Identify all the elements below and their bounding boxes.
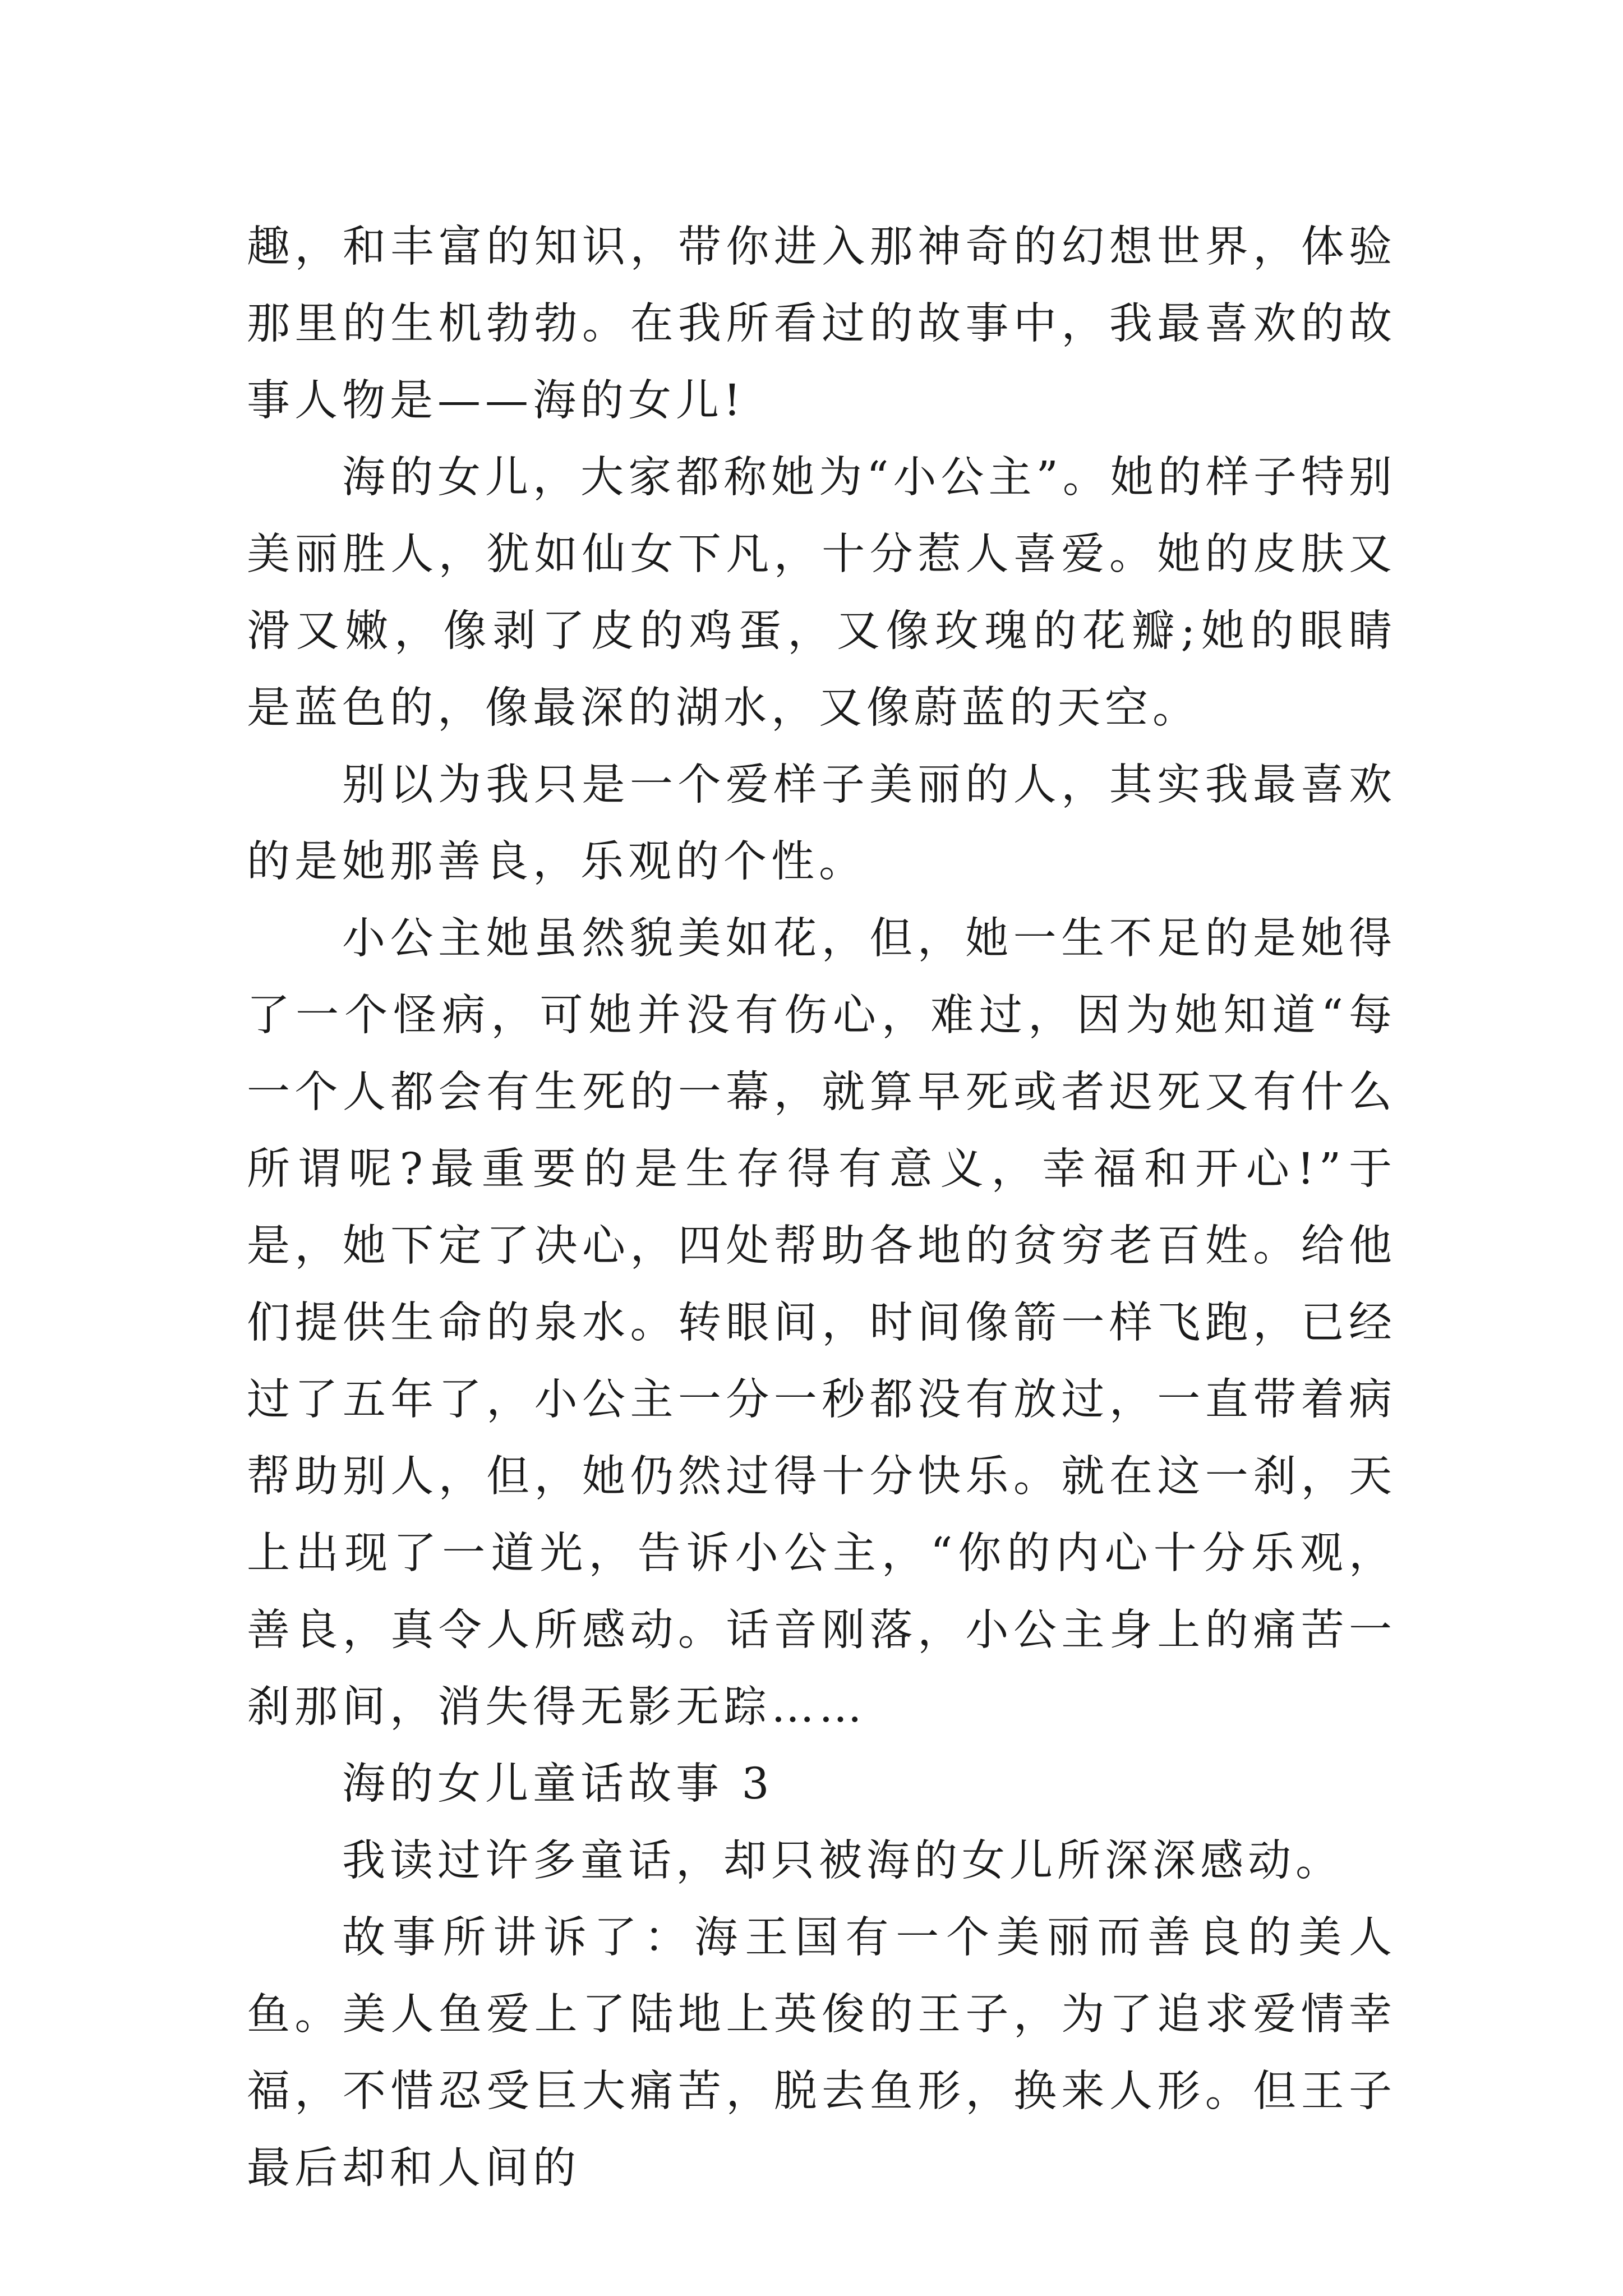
text-line: 故事所讲诉了：海王国有一个美丽而善良的美人鱼。美 <box>247 1913 1396 2040</box>
text-line: 内心十分乐观，善良，真令人所感动。话音刚落，小公主身 <box>247 1529 1397 1655</box>
text-line: 间，时间像箭一样飞跑，已经过了五年了，小公主一分一秒 <box>247 1298 1397 1425</box>
paragraph-intro <box>247 1823 1396 1899</box>
text-line: 小公主她虽然貌美如花，但，她一生不足的是她得了一 <box>247 914 1396 1041</box>
text-line: ——海的女儿! <box>437 376 745 426</box>
paragraph-story <box>247 900 1396 1746</box>
section-heading <box>247 1746 1396 1823</box>
text-line: 丽胜人，犹如仙女下凡，十分惹人喜爱。她的皮肤又滑又嫩， <box>247 530 1397 656</box>
document-body <box>247 209 1396 2207</box>
text-line: 乐。就在这一刹，天上出现了一道光，告诉小公主，“你的 <box>247 1452 1397 1579</box>
paragraph-personality <box>247 747 1396 900</box>
text-line: 要的是生存得有意义，幸福和开心!”于是，她下定了决心， <box>247 1144 1396 1271</box>
text-line: 受巨大痛苦，脱去鱼形，换来人形。但王子最后却和人间的 <box>247 2067 1397 2193</box>
text-line: 别以为我只是一个爱样子美丽的人，其实我最喜欢的是 <box>247 760 1396 887</box>
paragraph-description <box>247 439 1396 747</box>
text-line: 她那善良，乐观的个性。 <box>342 837 866 887</box>
text-line: 海的女儿，大家都称她为“小公主”。她的样子特别美 <box>247 453 1396 579</box>
text-line: 个怪病，可她并没有伤心，难过，因为她知道“每一个人都 <box>247 991 1397 1117</box>
text-line: 的生机勃勃。在我所看过的故事中，我最喜欢的故事人物是 <box>247 299 1397 426</box>
text-line: 会有生死的一幕，就算早死或者迟死又有什么所谓呢?最重 <box>247 1068 1397 1194</box>
text-line: 我读过许多童话，却只被海的女儿所深深感动。 <box>342 1836 1343 1886</box>
text-line: 都没有放过，一直带着病帮助别人，但，她仍然过得十分快 <box>247 1375 1397 1502</box>
text-line: 像剥了皮的鸡蛋，又像玫瑰的花瓣;她的眼睛是蓝色的，像 <box>247 606 1396 733</box>
heading-text: 海的女儿童话故事 3 <box>342 1759 774 1809</box>
text-line: 人鱼爱上了陆地上英俊的王子，为了追求爱情幸福，不惜忍 <box>247 1990 1397 2116</box>
text-line: 趣，和丰富的知识，带你进入那神奇的幻想世界，体验那里 <box>247 222 1396 349</box>
text-line: 最深的湖水，又像蔚蓝的天空。 <box>533 683 1200 733</box>
text-line: 四处帮助各地的贫穷老百姓。给他们提供生命的泉水。转眼 <box>247 1221 1397 1348</box>
paragraph-plot <box>247 1899 1396 2207</box>
text-line: 上的痛苦一刹那间，消失得无影无踪…… <box>247 1605 1397 1732</box>
paragraph-continuation <box>247 209 1396 439</box>
